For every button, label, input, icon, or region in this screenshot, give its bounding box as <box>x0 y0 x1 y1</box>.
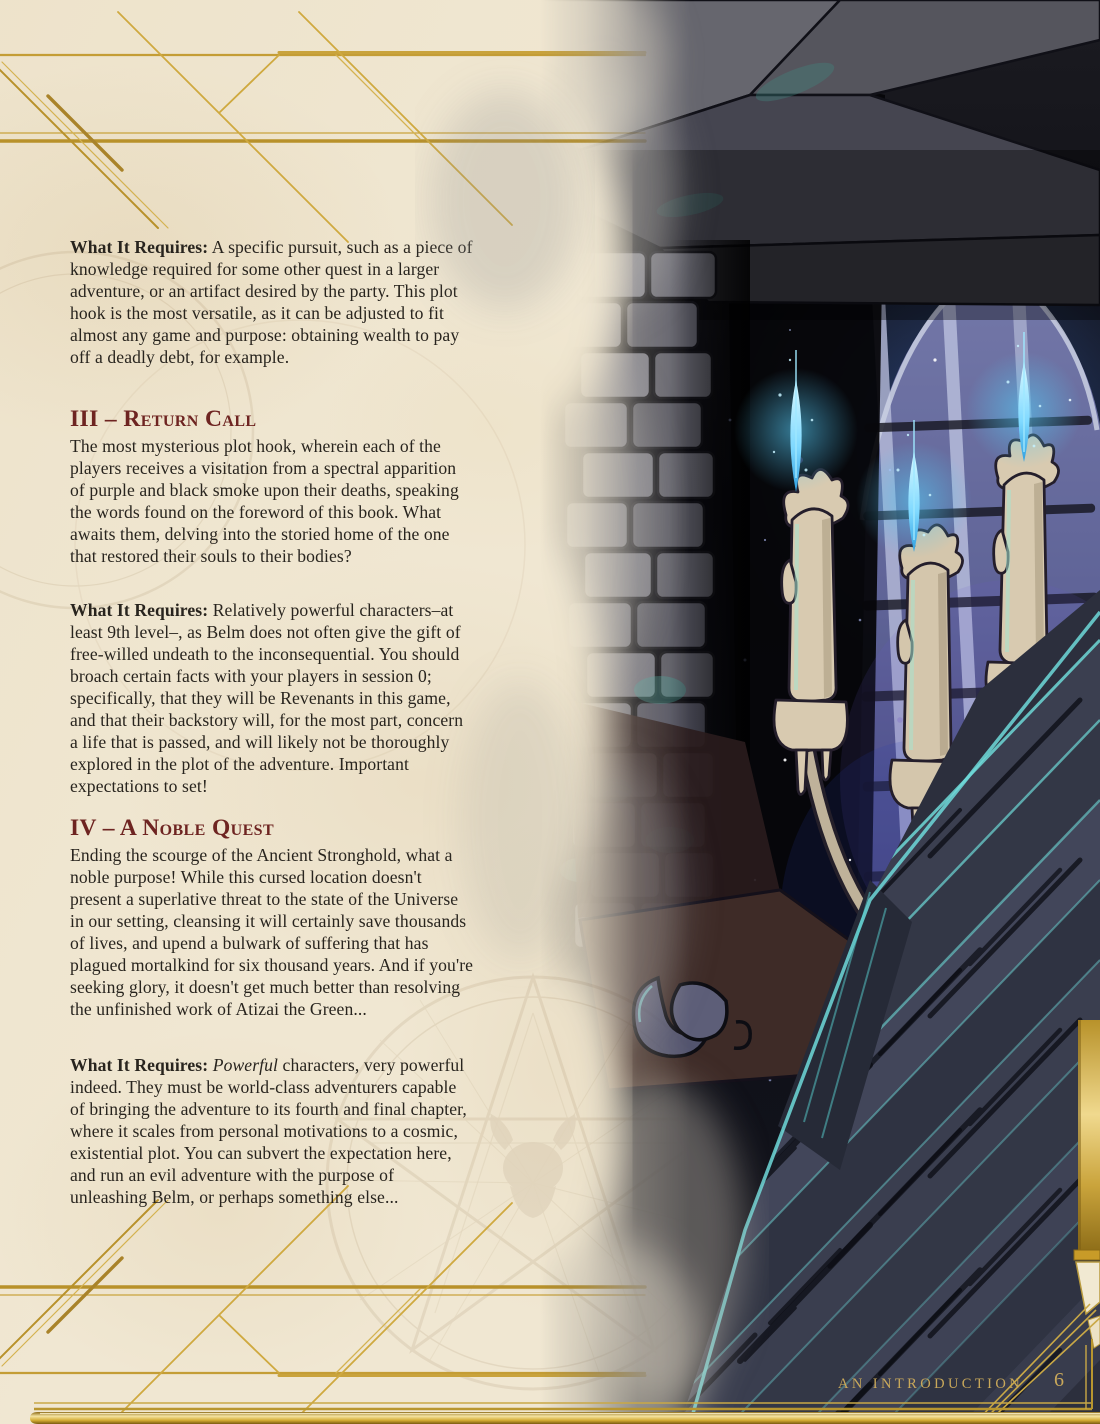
paragraph-text: Relatively powerful characters–at least 9th level–, as Belm does not often give the gift of free-willed undeath to the inconsequential. You should broach certain facts with your players in session 0; specifically, that they will be Revenants in this game, and that their backstory will, for the most part, concern a life that is passed, and will likely not be thoroughly explored in the plot of the adventure. Important expectations to set! <box>70 599 464 796</box>
heading-iv-a-noble-quest: IV – A Noble Quest <box>70 814 275 841</box>
gold-frame-and-ribbon <box>0 1000 1100 1424</box>
lead-in-bold: What It Requires: <box>70 1054 209 1075</box>
lead-in-bold: What It Requires: <box>70 236 209 257</box>
ribbon-bookmark <box>1078 1020 1100 1256</box>
paragraph-text: A specific pursuit, such as a piece of knowledge required for some other quest in a larger adventure, or an artifact desired by the party. This plot hook is the most versatile, as it can be adjusted to fit almost any game and purpose: obtaining wealth to pay off a deadly debt, for example. <box>70 236 473 367</box>
paragraph-return-call-requires <box>70 599 474 797</box>
paragraph-plot-hook-ii-requires <box>70 236 474 368</box>
lead-in-bold: What It Requires: <box>70 599 209 620</box>
heading-iii-return-call: III – Return Call <box>70 405 257 432</box>
page-number: 6 <box>1054 1369 1064 1391</box>
paragraph-return-call: The most mysterious plot hook, wherein each of the players receives a visitation from a spectral apparition of purple and black smoke upon their deaths, speaking the words found on the foreword of this book. What awaits them, delving into the storied home of the one that restored their souls to their bodies? <box>70 435 459 566</box>
paragraph-text: characters, very powerful indeed. They must be world-class adventurers capable of bringing the adventure to its fourth and final chapter, where it scales from personal motivations to a cosmic, existential plot. You can subvert the expectation here, and run an evil adventure with the purpose of unleashing Belm, or perhaps something else... <box>70 1054 467 1207</box>
footer-section-label: AN INTRODUCTION <box>838 1376 1024 1392</box>
paragraph-noble-quest: Ending the scourge of the Ancient Stronghold, what a noble purpose! While this cursed location doesn't present a superlative threat to the state of the Universe in our setting, cleansing it will certainly save thousands of lives, and upend a bulwark of suffering that has plagued mortalkind for six thousand years. And if you're seeking glory, it doesn't get much better than resolving the unfinished work of Atizai the Green... <box>70 844 474 1019</box>
italic-word: Powerful <box>212 1054 279 1075</box>
